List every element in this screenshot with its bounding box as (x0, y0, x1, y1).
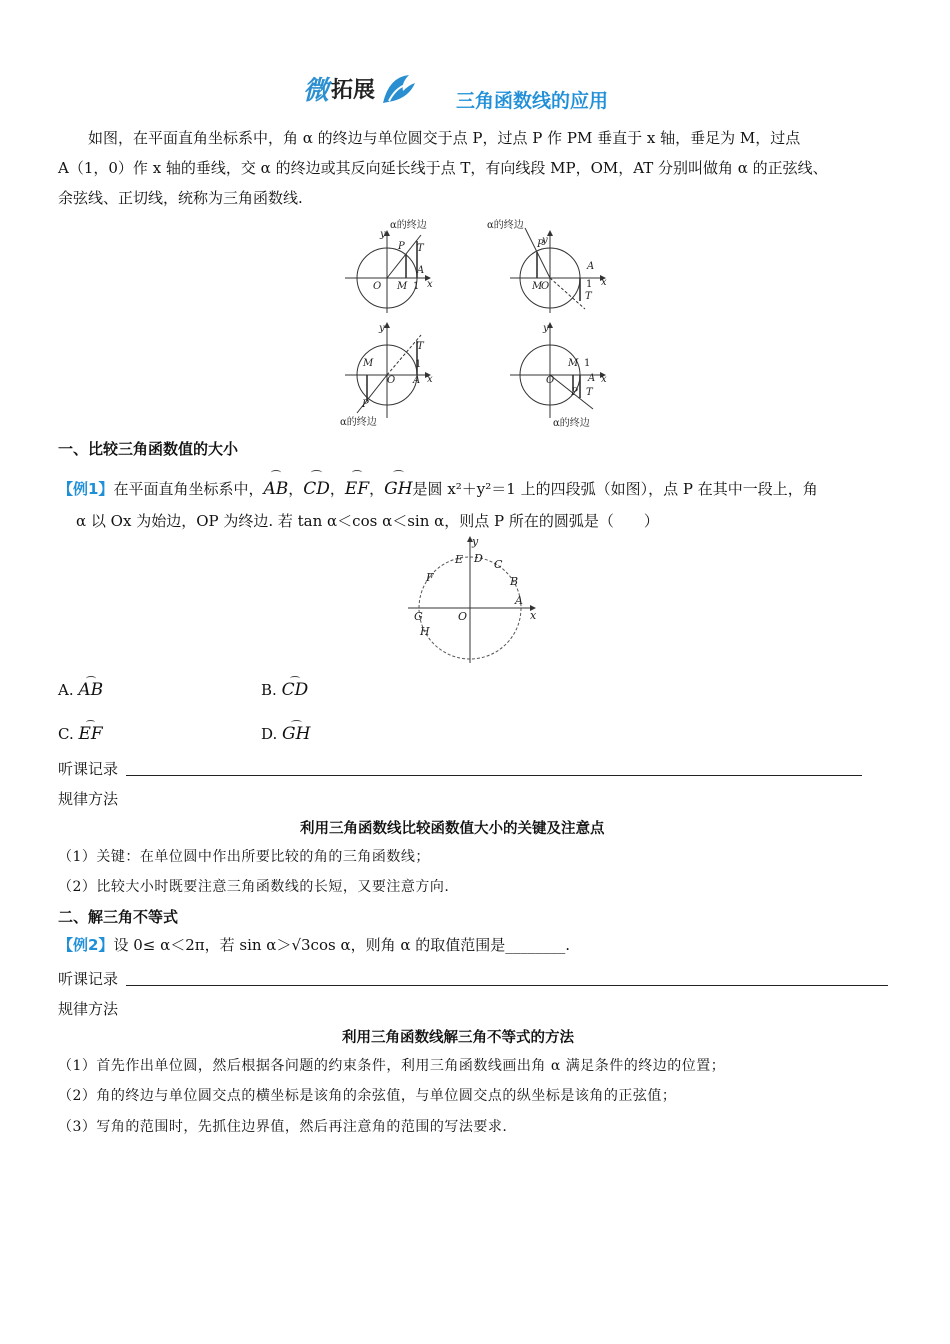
label-one-3: 1 (415, 359, 422, 370)
option-c-letter: C. (58, 725, 74, 743)
example1-text1: 在平面直角坐标系中， (113, 480, 264, 498)
option-c[interactable] (58, 720, 103, 744)
label-x-2: x (601, 277, 607, 288)
section1-heading: 一、比较三角函数值的大小 (58, 440, 239, 458)
circle-label-c: C (494, 558, 503, 571)
label-y-2: y (542, 235, 548, 246)
label-m-1: M (397, 281, 408, 292)
label-a-1: A (417, 265, 425, 276)
option-d-arc: GH (282, 720, 310, 744)
label-one-1: 1 (413, 281, 420, 292)
label-m-4: M (568, 358, 579, 369)
arc-cd: CD (303, 470, 330, 504)
rule-label-2: 规律方法 (58, 1000, 119, 1018)
label-p-3: P (362, 399, 369, 410)
arc-gh: GH (384, 470, 412, 504)
example1-line2: α 以 Ox 为始边，OP 为终边. 若 tan α＜cos α＜sin α，则点 P 所在的圆弧是（ ） (76, 512, 659, 530)
option-b[interactable] (261, 676, 308, 700)
label-p-1: P (398, 241, 405, 252)
label-x-3: x (427, 374, 433, 385)
rule-label-1: 规律方法 (58, 790, 119, 808)
label-o-4: O (546, 375, 555, 386)
circle-label-a: A (515, 594, 523, 607)
label-o-2: O (541, 281, 550, 292)
option-b-letter: B. (261, 681, 277, 699)
circle-label-y: y (472, 535, 479, 548)
label-terminal-2: α的终边 (487, 220, 524, 231)
arc-ab: AB (263, 470, 288, 504)
label-one-2: 1 (586, 279, 593, 290)
section2-heading: 二、解三角不等式 (58, 908, 179, 926)
method1-item-1: （1）关键：在单位圆中作出所要比较的角的三角函数线； (58, 849, 430, 865)
label-x-4: x (601, 374, 607, 385)
option-c-arc: EF (79, 720, 103, 744)
label-t-1: T (417, 243, 424, 254)
method2-item-1: （1）首先作出单位圆，然后根据各问题的约束条件，利用三角函数线画出角 α 满足条件的终边的位置； (58, 1058, 726, 1074)
badge-wei: 微 (303, 76, 330, 106)
notes-line-2[interactable] (126, 985, 888, 986)
trig-lines-figures (335, 213, 635, 433)
label-t-2: T (585, 291, 592, 302)
circle-label-o: O (458, 610, 468, 623)
circle-label-b: B (510, 575, 519, 588)
option-a[interactable] (58, 676, 103, 700)
circle-label-e: E (455, 553, 464, 566)
sep-3: ， (369, 480, 385, 498)
label-a-2: A (587, 261, 595, 272)
example1-tag: 【例1】 (58, 480, 114, 498)
label-y-1: y (380, 229, 386, 240)
label-y-3: y (379, 323, 385, 334)
notes-line-1[interactable] (126, 775, 862, 776)
option-a-letter: A. (58, 681, 74, 699)
circle-label-x: x (530, 609, 537, 622)
label-y-4: y (543, 323, 549, 334)
label-o-3: O (387, 375, 396, 386)
label-terminal-4: α的终边 (553, 418, 590, 429)
label-p-2: P (537, 239, 544, 250)
label-p-4: P (571, 387, 578, 398)
page-title: 三角函数线的应用 (456, 90, 609, 112)
circle-label-d: D (474, 552, 483, 565)
circle-label-h: H (420, 625, 430, 638)
method-title-1: 利用三角函数线比较函数值大小的关键及注意点 (300, 821, 605, 837)
circle-label-f: F (426, 571, 434, 584)
badge-tuozhan: 拓展 (331, 78, 376, 103)
label-a-3: A (413, 375, 421, 386)
circle-label-g: G (414, 610, 423, 623)
option-a-arc: AB (78, 676, 103, 700)
example1-circle-figure (400, 535, 545, 665)
example1-text2: 是圆 x²＋y²＝1 上的四段弧（如图），点 P 在其中一段上，角 (412, 480, 818, 498)
intro-line3: 余弦线、正切线，统称为三角函数线. (58, 189, 303, 207)
notes-label-1: 听课记录 (58, 760, 119, 778)
label-a-4: A (588, 373, 596, 384)
option-d-letter: D. (261, 725, 278, 743)
method2-item-3: （3）写角的范围时，先抓住边界值，然后再注意角的范围的写法要求. (58, 1119, 508, 1135)
method-title-2: 利用三角函数线解三角不等式的方法 (342, 1030, 574, 1046)
label-m-3: M (363, 358, 374, 369)
intro-line1: 如图，在平面直角坐标系中，角 α 的终边与单位圆交于点 P，过点 P 作 PM 垂直于 x 轴，垂足为 M，过点 (88, 129, 801, 147)
sep-2: ， (329, 480, 345, 498)
option-d[interactable] (261, 720, 310, 744)
method2-item-2: （2）角的终边与单位圆交点的横坐标是该角的余弦值，与单位圆交点的纵坐标是该角的正弦值； (58, 1088, 677, 1104)
method1-item-2: （2）比较大小时既要注意三角函数线的长短，又要注意方向. (58, 879, 450, 895)
label-o-1: O (373, 281, 382, 292)
label-terminal-1: α的终边 (390, 220, 427, 231)
option-b-arc: CD (282, 676, 309, 700)
label-x-1: x (427, 279, 433, 290)
label-terminal-3: α的终边 (340, 417, 377, 428)
arc-ef: EF (345, 470, 369, 504)
intro-line2: A（1，0）作 x 轴的垂线，交 α 的终边或其反向延长线于点 T，有向线段 MP，OM，AT 分别叫做角 α 的正弦线、 (58, 159, 828, 177)
notes-label-2: 听课记录 (58, 970, 119, 988)
label-m-2: M (532, 281, 543, 292)
label-t-3: T (417, 341, 424, 352)
figure-quadrant-3 (345, 323, 430, 418)
example2-line (58, 930, 888, 960)
example1-line1 (58, 470, 888, 504)
figure-quadrant-4 (510, 323, 605, 418)
label-t-4: T (586, 387, 593, 398)
header-badge (303, 70, 419, 107)
example2-text: 设 0≤ α＜2π，若 sin α＞√3cos α，则角 α 的取值范围是________. (113, 936, 571, 954)
label-one-4: 1 (584, 358, 591, 369)
example2-tag: 【例2】 (58, 936, 114, 954)
sep-1: ， (288, 480, 304, 498)
badge-swoosh-icon (379, 71, 419, 107)
